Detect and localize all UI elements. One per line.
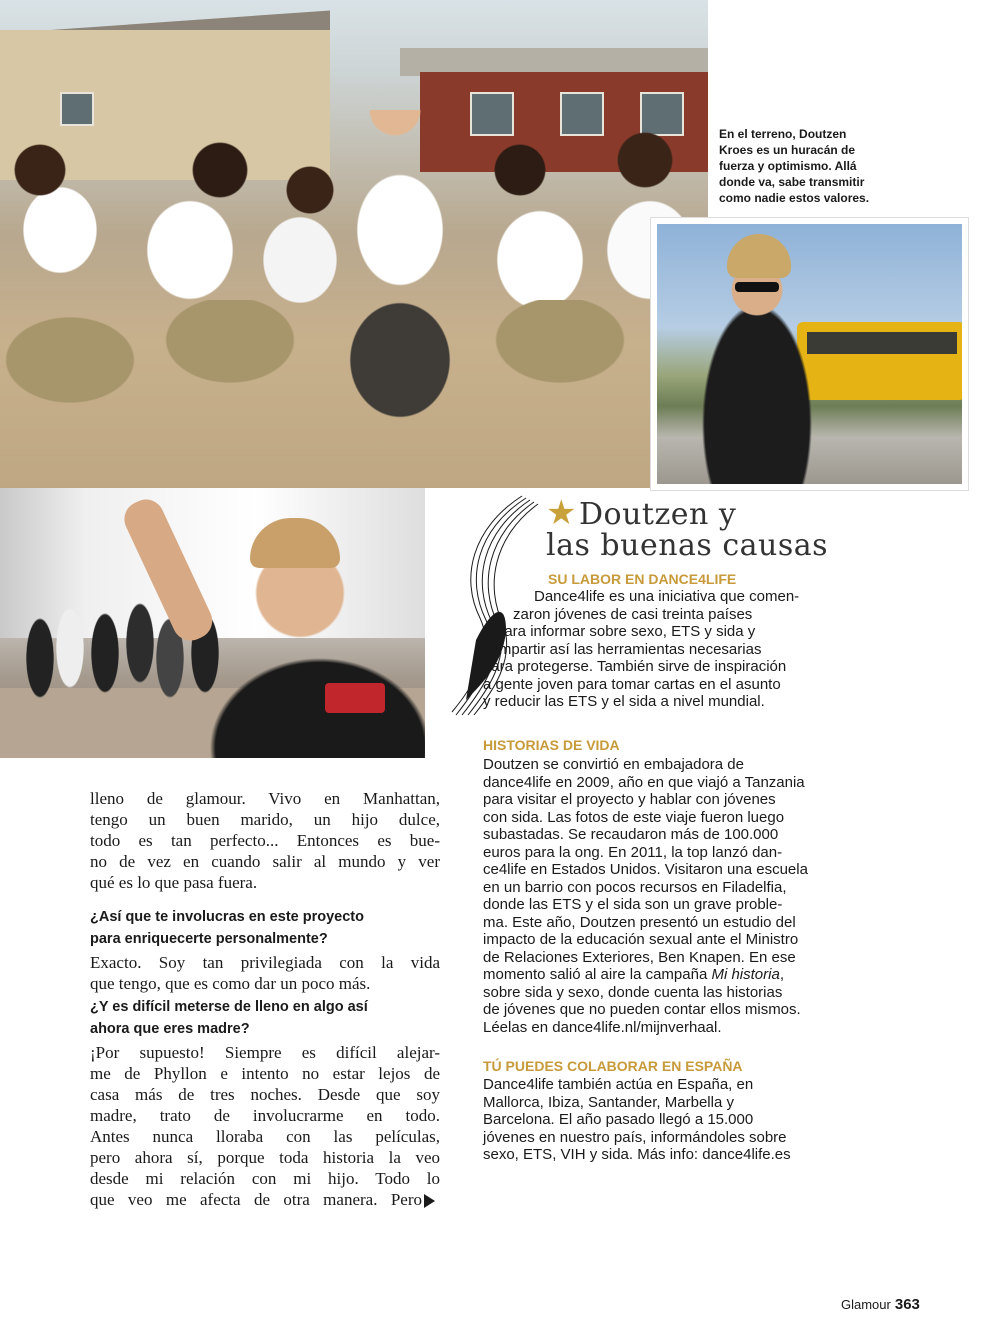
text-line: lleno de glamour. Vivo en Manhattan,: [90, 789, 440, 808]
caption-line: fuerza y optimismo. Allá: [719, 159, 857, 173]
body-line-text: ,: [779, 966, 784, 983]
photo-doutzen-school-bus: [651, 218, 968, 490]
section-heading: TÚ PUEDES COLABORAR EN ESPAÑA: [483, 1058, 743, 1074]
caption-line: Kroes es un huracán de: [719, 143, 856, 157]
body-line: euros para la ong. En 2011, la top lanzó dan-: [483, 843, 783, 861]
body-line: ma. Este año, Doutzen presentó un estudio del: [483, 913, 796, 931]
caption-line: donde va, sabe transmitir: [719, 175, 865, 189]
body-line: para informar sobre sexo, ETS y sida y: [496, 623, 756, 640]
body-line: Doutzen se convirtió en embajadora de: [483, 756, 744, 773]
body-line: Barcelona. El año pasado llegó a 15.000: [483, 1111, 754, 1128]
text-line: que tengo, que es como dar un poco más.: [90, 974, 371, 993]
body-line: en un barrio con pocos recursos en Filadelfia,: [483, 878, 787, 896]
feature-title-line1: Doutzen y: [578, 497, 737, 532]
text-line: madre, trato de involucrarme en todo.: [90, 1106, 440, 1125]
photo-caption: [719, 126, 909, 206]
body-line: dance4life en 2009, año en que viajó a Tanzania: [483, 773, 805, 791]
section-heading: HISTORIAS DE VIDA: [483, 737, 620, 753]
section-body: [483, 1076, 791, 1164]
question-line: ¿Y es difícil meterse de lleno en algo así: [90, 999, 368, 1015]
interview-question: [90, 996, 440, 1040]
body-line: jóvenes en nuestro país, informándoles sobre: [483, 1128, 787, 1146]
interview-paragraph: [90, 952, 440, 994]
page-number: 363: [894, 1296, 920, 1313]
body-line: donde las ETS y el sida son un grave proble-: [483, 896, 783, 913]
body-line: Mallorca, Ibiza, Santander, Marbella y: [483, 1093, 734, 1111]
text-line: casa más de tres noches. Desde que soy: [90, 1085, 440, 1104]
feature-title-line2: las buenas causas: [546, 528, 829, 563]
body-line: para visitar el proyecto y hablar con jóvenes: [483, 791, 776, 808]
body-line: sexo, ETS, VIH y sida. Más info: dance4life.es: [483, 1146, 791, 1163]
interview-paragraph: [90, 1042, 440, 1210]
text-line: todo es tan perfecto... Entonces es bue-: [90, 831, 440, 850]
text-line: tengo un buen marido, un hijo dulce,: [90, 810, 440, 829]
body-line: con sida. Las fotos de este viaje fueron luego: [483, 808, 785, 826]
body-line: impacto de la educación sexual ante el Ministro: [483, 931, 799, 948]
text-line: ¡Por supuesto! Siempre es difícil alejar-: [90, 1043, 440, 1062]
body-line: Dance4life también actúa en España, en: [483, 1076, 754, 1093]
photo-doutzen-with-students: [0, 0, 708, 488]
body-line-text: momento salió al aire la campaña: [483, 966, 712, 983]
text-line: me de Phyllon e intento no estar lejos de: [90, 1064, 440, 1083]
text-line: Antes nunca lloraba con las películas,: [90, 1127, 440, 1146]
body-line: a gente joven para tomar cartas en el asunto: [483, 675, 781, 693]
body-line: para protegerse. También sirve de inspiración: [483, 658, 787, 675]
question-line: ahora que eres madre?: [90, 1021, 250, 1037]
section-body: [0, 588, 799, 711]
text-line: Exacto. Soy tan privilegiada con la vida: [90, 953, 440, 972]
body-line: ce4life en Estados Unidos. Visitaron una escuela: [483, 861, 808, 878]
text-line: pero ahora sí, porque toda historia la veo: [90, 1148, 440, 1167]
magazine-name: Glamour: [841, 1297, 891, 1312]
interview-question: [90, 906, 440, 950]
question-line: ¿Así que te involucras en este proyecto: [90, 909, 364, 925]
feature-title: [546, 493, 829, 563]
section-body: [483, 756, 808, 1036]
body-line: de Relaciones Exteriores, Ben Knapen. En ese: [483, 948, 796, 966]
question-line: para enriquecerte personalmente?: [90, 931, 328, 947]
body-line: de jóvenes que no pueden contar ellos mismos.: [483, 1001, 801, 1018]
page-footer: [841, 1296, 920, 1313]
body-line: y reducir las ETS y el sida a nivel mundial.: [483, 693, 765, 710]
text-line: no de vez en cuando salir al mundo y ver: [90, 852, 440, 871]
body-line: zaron jóvenes de casi treinta países: [513, 605, 753, 623]
body-line: Léelas en dance4life.nl/mijnverhaal.: [483, 1018, 722, 1036]
caption-line: como nadie estos valores.: [719, 191, 870, 205]
body-line: Dance4life es una iniciativa que comen-: [534, 588, 800, 605]
body-line: sobre sida y sexo, donde cuenta las historias: [483, 983, 783, 1001]
continue-arrow-icon: [424, 1194, 435, 1208]
star-icon: ★: [546, 493, 577, 533]
body-line: [483, 966, 808, 984]
caption-line: En el terreno, Doutzen: [719, 127, 847, 141]
body-line: compartir así las herramientas necesarias: [483, 640, 762, 658]
campaign-name: Mi historia: [711, 966, 780, 983]
section-heading: SU LABOR EN DANCE4LIFE: [548, 571, 737, 587]
interview-paragraph: [90, 788, 440, 893]
text-line: que veo me afecta de otra manera. Pero: [90, 1190, 422, 1209]
text-line: desde mi relación con mi hijo. Todo lo: [90, 1169, 440, 1188]
text-line: qué es lo que pasa fuera.: [90, 873, 258, 892]
body-line: subastadas. Se recaudaron más de 100.000: [483, 826, 779, 843]
